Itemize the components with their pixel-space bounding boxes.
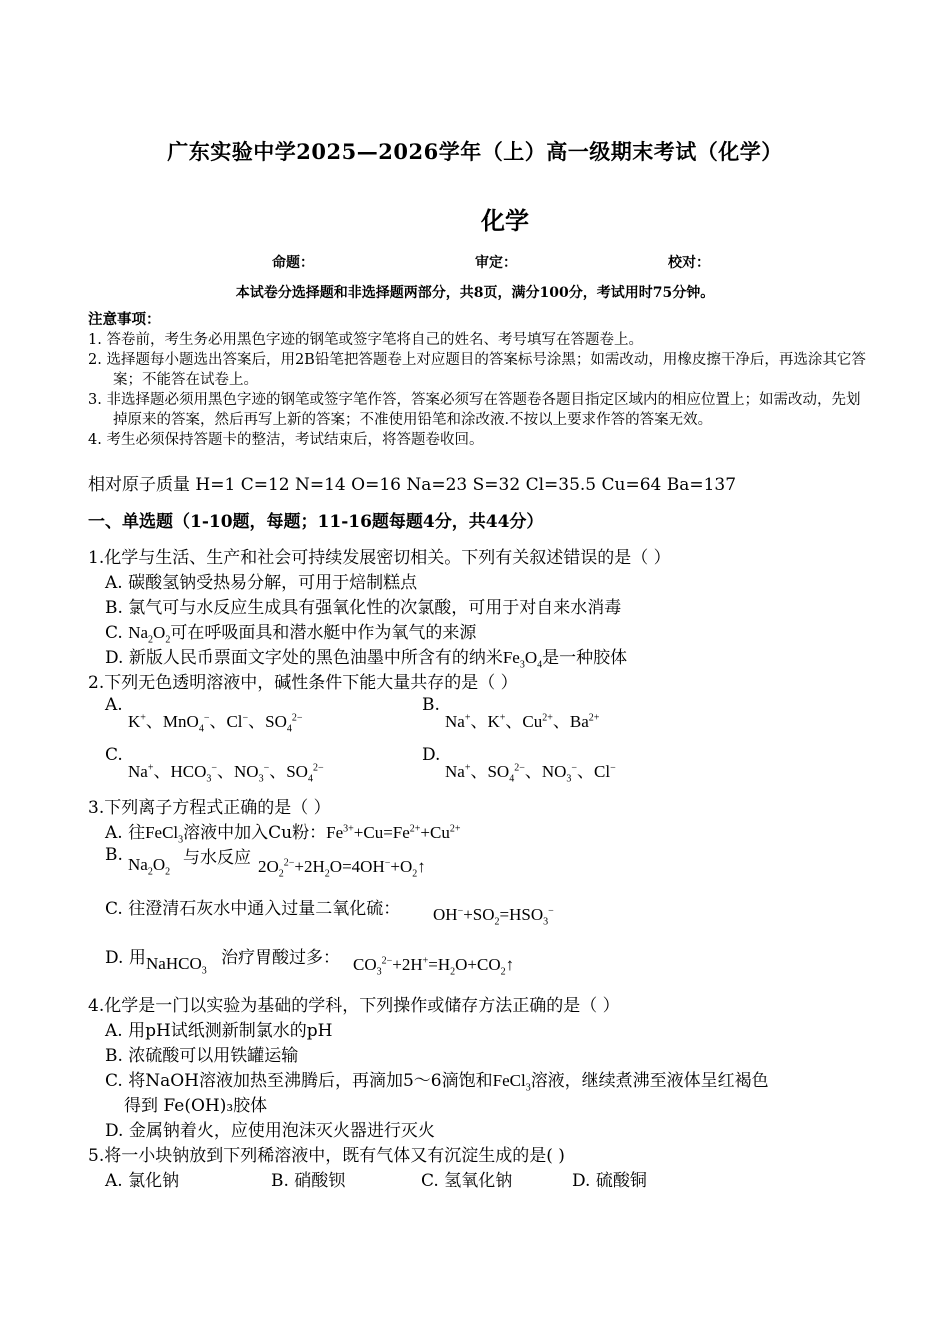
q3-d-mid: 治疗胃酸过多： xyxy=(221,948,340,968)
q3-c-text: C. 往澄清石灰水中通入过量二氧化硫： xyxy=(105,899,401,919)
q2-stem: 2.下列无色透明溶液中，碱性条件下能大量共存的是（ ） xyxy=(88,673,518,693)
q3-option-a xyxy=(105,818,461,846)
atomic-mass: 相对原子质量 H=1 C=12 N=14 O=16 Na=23 S=32 Cl=35.5 Cu=64 Ba=137 xyxy=(88,475,737,495)
q1-d-text: D. 新版人民币票面文字处的黑色油墨中所含有的纳米 xyxy=(105,648,503,668)
notes-heading: 注意事项： xyxy=(88,311,161,328)
q3-formula-b: $Na_2O_2$ xyxy=(128,855,171,878)
q2-option-d: Na+、$SO_4^{2-}$、$NO_3^-$、Cl− xyxy=(445,762,616,785)
q3-d-formula: NaHCO$_3$ xyxy=(146,954,207,977)
q2-label-d: D. xyxy=(422,745,441,765)
q3-a-mid: 溶液中加入Cu粉： xyxy=(183,823,327,843)
q3-c-equation: $OH^-+SO_2=HSO_3^-$ xyxy=(433,905,554,928)
equation: $Fe^{3+}+Cu=Fe^{2+}+Cu^{2+}$ xyxy=(326,823,461,842)
subject-title: 化学 xyxy=(481,206,529,235)
q1-option-a: A. 碳酸氢钠受热易分解，可用于焙制糕点 xyxy=(105,573,418,593)
q4-c-tail: 溶液，继续煮沸至液体呈红褐色 xyxy=(530,1071,769,1091)
note-item: 3. 非选择题必须用黑色字迹的钢笔或签字笔作答，答案必须写在答题卷各题目指定区域内的相应位置上；如需改动，先划掉原来的答案，然后再写上新的答案；不准使用铅笔和涂改液.不按以上要求作答的答案无效。 xyxy=(88,392,861,428)
q5-option-b: B. 硝酸钡 xyxy=(271,1171,346,1191)
q1-c-label: C. xyxy=(105,623,129,643)
q3-d-equation: $CO_3^{2-}+2H^+=H_2O+CO_2↑$ xyxy=(353,955,515,978)
q5-option-a: A. 氯化钠 xyxy=(105,1171,180,1191)
q4-option-c xyxy=(105,1066,769,1094)
q4-option-b: B. 浓硫酸可以用铁罐运输 xyxy=(105,1046,299,1066)
note-item: 4. 考生必须保持答题卡的整洁，考试结束后，将答题卷收回。 xyxy=(88,432,484,448)
role-proofreader: 校对： xyxy=(668,255,710,271)
note-item: 2. 选择题每小题选出答案后，用2B铅笔把答题卷上对应题目的答案标号涂黑；如需改动，用橡皮擦干净后，再选涂其它答案；不能答在试卷上。 xyxy=(88,352,866,388)
q4-option-d: D. 金属钠着火，应使用泡沫灭火器进行灭火 xyxy=(105,1121,435,1141)
q4-option-a: A. 用pH试纸测新制氯水的pH xyxy=(105,1021,333,1041)
section-heading: 一、单选题（1-10题，每题；11-16题每题4分，共44分） xyxy=(88,512,544,532)
exam-title: 广东实验中学2025—2026学年（上）高一级期末考试（化学） xyxy=(167,139,783,164)
formula: $Fe_3O_4$ xyxy=(502,648,543,671)
q2-label-c: C. xyxy=(105,745,123,765)
notes-block xyxy=(88,310,868,450)
q3-a-text: A. 往 xyxy=(105,823,146,843)
q1-stem: 1.化学与生活、生产和社会可持续发展密切相关。下列有关叙述错误的是（ ） xyxy=(88,548,671,568)
formula: FeCl$_3$ xyxy=(145,823,184,846)
q5-stem: 5.将一小块钠放到下列稀溶液中，既有气体又有沉淀生成的是( ) xyxy=(88,1146,565,1166)
formula: $Na_2O_2$ xyxy=(128,623,171,646)
q3-b-equation: $2O_2^{2-}+2H_2O=4OH^-+O_2↑$ xyxy=(258,857,426,880)
q5-option-d: D. 硫酸铜 xyxy=(572,1171,647,1191)
q1-option-d xyxy=(105,643,628,671)
q3-b-text: 与水反应 xyxy=(183,848,251,868)
q1-c-text: 可在呼吸面具和潜水艇中作为氧气的来源 xyxy=(170,623,477,643)
q3-d-text: D. 用 xyxy=(105,948,146,968)
q4-c-text: C. 将NaOH溶液加热至沸腾后，再滴加5～6滴饱和 xyxy=(105,1071,493,1091)
q4-stem: 4.化学是一门以实验为基础的学科，下列操作或储存方法正确的是（ ） xyxy=(88,996,620,1016)
q2-label-b: B. xyxy=(422,695,440,715)
q2-option-a: K+、MnO$_4$−、Cl−、$SO_4^{2-}$ xyxy=(128,712,303,735)
q4-option-c-cont: 得到 Fe(OH)₃胶体 xyxy=(124,1096,268,1116)
q1-d-tail: 是一种胶体 xyxy=(542,648,628,668)
note-item: 1. 答卷前，考生务必用黑色字迹的钢笔或签字笔将自己的姓名、考号填写在答题卷上。 xyxy=(88,332,643,348)
q1-option-b: B. 氯气可与水反应生成具有强氧化性的次氯酸，可用于对自来水消毒 xyxy=(105,598,622,618)
q3-stem: 3.下列离子方程式正确的是（ ） xyxy=(88,798,331,818)
role-author: 命题： xyxy=(272,255,314,271)
q2-option-b: Na+、K+、$Cu^{2+}$、$Ba^{2+}$ xyxy=(445,712,600,731)
q2-option-c: Na+、$HCO_3^-$、$NO_3^-$、$SO_4^{2-}$ xyxy=(128,762,324,785)
q1-option-c xyxy=(105,618,477,646)
q5-option-c: C. 氢氧化钠 xyxy=(421,1171,513,1191)
q3-label-b: B. xyxy=(105,845,123,865)
paper-info: 本试卷分选择题和非选择题两部分，共8页，满分100分，考试用时75分钟。 xyxy=(235,285,715,301)
role-reviewer: 审定： xyxy=(475,255,517,271)
q2-label-a: A. xyxy=(105,695,123,715)
formula: FeCl$_3$ xyxy=(492,1071,531,1094)
